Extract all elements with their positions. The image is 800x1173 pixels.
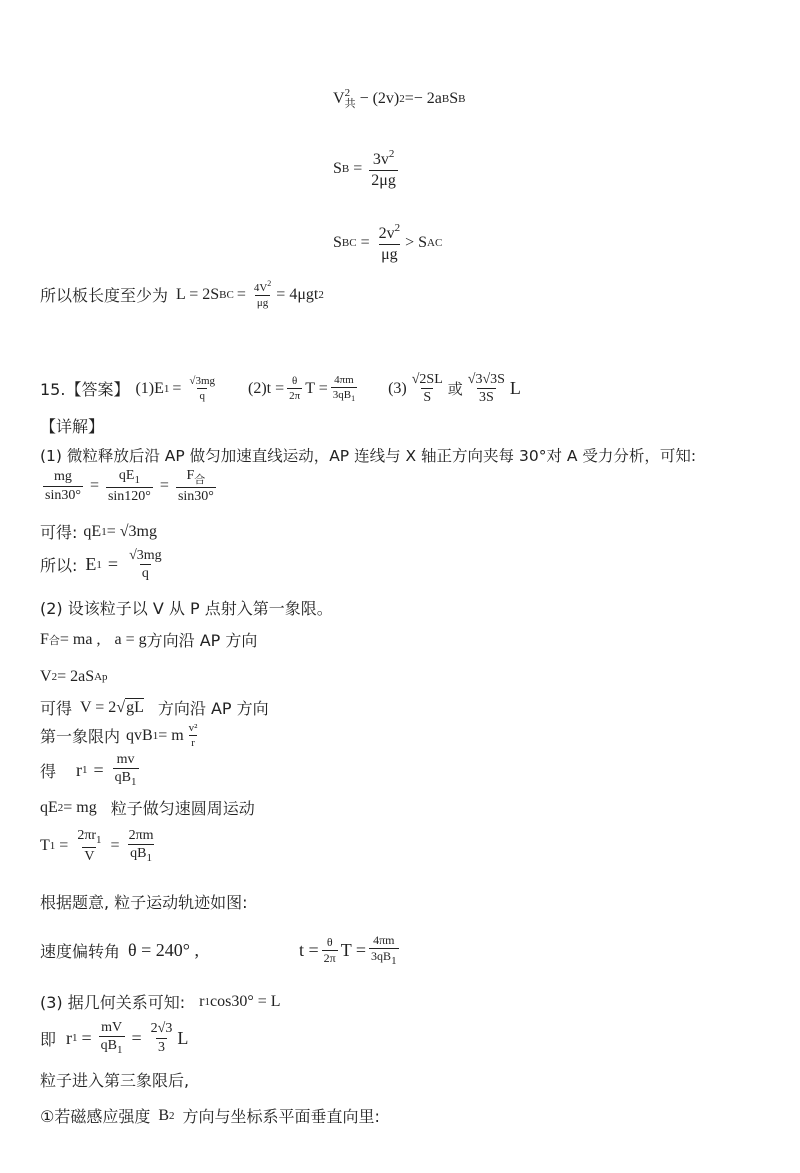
ji-line: 即 r 1 = $\frac{mV}{qB_1}$ = $\frac{2√3}{3}$ L (40, 1020, 189, 1057)
step2-text: (2) 设该粒子以 V 从 P 点射入第一象限。 (40, 599, 333, 618)
period-line: T 1 = $\frac{2\pi r_1}{V}$ = $\frac{2\pi m}{qB_1}$ (40, 828, 154, 865)
net-force-line: F 合 = ma , a = g 方向沿 AP 方向 (40, 630, 258, 650)
step1-text: (1) 微粒释放后沿 AP 做匀加速直线运动，AP 连线与 X 轴正方向夹每 30°对 A 受力分析，可知: (40, 447, 697, 465)
derive-line: 可得: qE 1 = √3mg (40, 522, 157, 542)
case1-line: ①若磁感应强度 B 2 方向与坐标系平面垂直向里: (40, 1106, 380, 1126)
step3-line: (3) 据几何关系可知: r 1 cos30° = L (40, 992, 281, 1012)
equation-velocity: V 2 共 − (2v) 2 =− 2a B S B (333, 87, 466, 110)
so-line: 所以: E 1 = $\frac{√3mg}{q}$ (40, 548, 162, 582)
force-ratio: $\frac{mg}{\sin 30^\circ}$ = $\frac{qE_1}{\sin 120^\circ}$ = $\frac{F_合}{\sin 30^\circ}$ (45, 468, 214, 505)
radius-line: 得 r 1 = $\frac{mv}{qB_1}$ (40, 752, 137, 789)
detail-heading: 【详解】 (40, 417, 105, 436)
equation-sb: S B = $\frac{3v^2}{2\mu g}$ (333, 148, 396, 189)
board-length-line: 所以板长度至少为 L = 2S BC = $\frac{4V^2}{\mu g}$ = 4μgt 2 (40, 279, 324, 310)
answer-line: 15.【答案】 (1)E 1 = $\frac{√3mg}{q}$ (2)t = $\frac{\theta}{2\pi}$ T = $\frac{4\pi m}{3qB_1}$ (3) $\frac{√2SL}{S}$ 或 $\frac{√3√3S}{3S}$ L (40, 372, 521, 406)
trajectory-text: 根据题意, 粒子运动轨迹如图: (40, 893, 248, 912)
enter-quadrant3-text: 粒子进入第三象限后, (40, 1071, 190, 1090)
v-squared-line: V 2 = 2aS Ap (40, 668, 108, 685)
quadrant1-line: 第一象限内 qvB 1 = m $\frac{\text{v²}}{r}$ (40, 722, 198, 750)
equation-sbc: S BC = $\frac{2v^2}{\mu g}$ > S AC (333, 222, 443, 263)
velocity-value-line: 可得 V = 2 √ gL 方向沿 AP 方向 (40, 696, 269, 719)
uniform-circle-line: qE 2 = mg 粒子做匀速圆周运动 (40, 798, 255, 818)
deflection-line: 速度偏转角 θ = 240° , t = $\frac{\theta}{2\pi}$ T = $\frac{4\pi m}{3qB1}$ (40, 933, 397, 968)
